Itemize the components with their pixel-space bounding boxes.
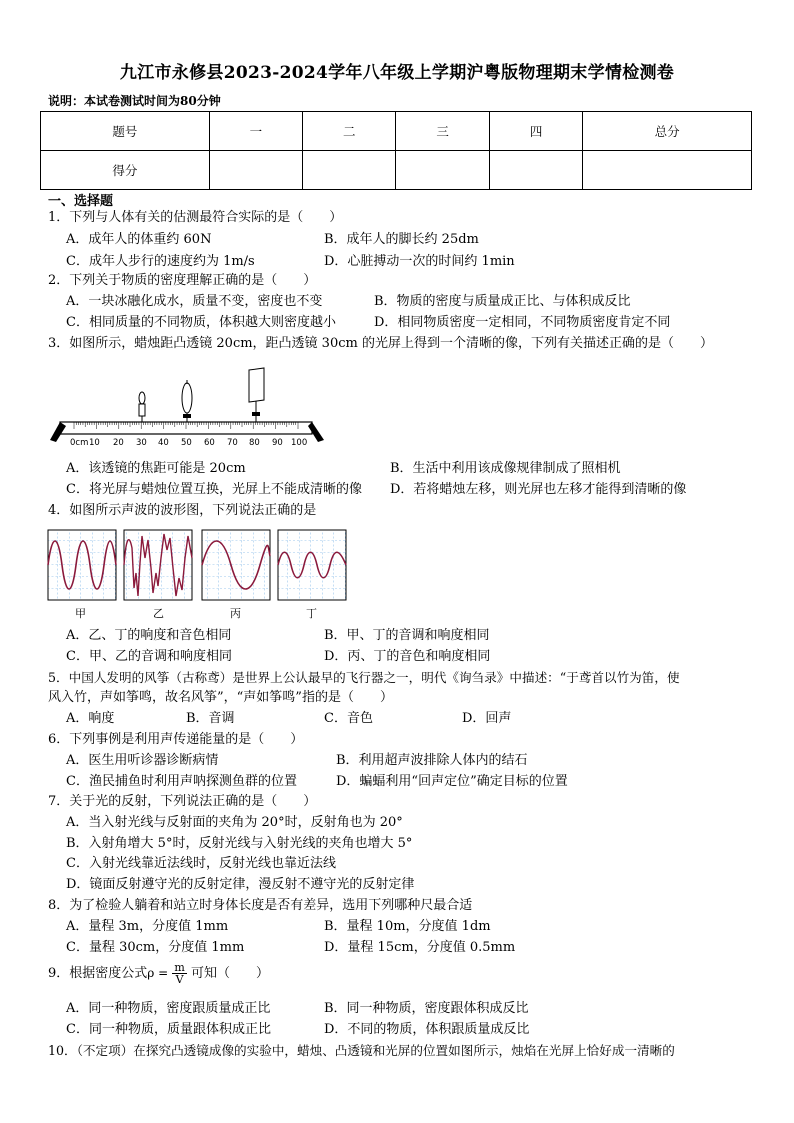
score-table xyxy=(40,111,752,190)
score-table-header-row xyxy=(41,112,752,151)
exam-note: 说明：本试卷测试时间为80分钟 xyxy=(48,94,221,108)
fraction-numerator: m xyxy=(174,961,185,974)
ruler-label: 40 xyxy=(158,438,169,446)
q8-option-b: B．量程 10m，分度值 1dm xyxy=(324,919,491,934)
score-cell[interactable] xyxy=(583,151,752,190)
q6-option-a: A．医生用听诊器诊断病情 xyxy=(66,753,219,768)
q9-option-a: A．同一种物质，密度跟质量成正比 xyxy=(66,1001,271,1016)
waveform-yi xyxy=(124,530,192,600)
q10-stem: 10．（不定项）在探究凸透镜成像的实验中，蜡烛、凸透镜和光屏的位置如图所示，烛焰在光屏上恰好成一清晰的 xyxy=(48,1043,675,1058)
q1-option-b: B．成年人的脚长约 25dm xyxy=(324,232,479,247)
score-table-score-row xyxy=(41,151,752,190)
q4-stem: 4．如图所示声波的波形图，下列说法正确的是 xyxy=(48,503,317,518)
waveform-label: 乙 xyxy=(153,607,164,620)
waveform-ding xyxy=(278,530,346,600)
q4-option-b: B．甲、丁的音调和响度相同 xyxy=(324,628,490,643)
candle-icon xyxy=(139,392,145,422)
q7-option-a: A．当入射光线与反射面的夹角为 20°时，反射角也为 20° xyxy=(66,815,403,830)
q5-option-b: B．音调 xyxy=(186,711,235,726)
q6-option-b: B．利用超声波排除人体内的结石 xyxy=(336,753,528,768)
q3-option-c: C．将光屏与蜡烛位置互换，光屏上不能成清晰的像 xyxy=(66,482,362,497)
q2-option-b: B．物质的密度与质量成正比、与体积成反比 xyxy=(374,294,631,309)
header-cell: 三 xyxy=(396,112,489,151)
ruler-label: 60 xyxy=(204,438,215,446)
q9-stem-pre: 9．根据密度公式 xyxy=(48,966,148,981)
header-cell: 题号 xyxy=(41,112,210,151)
waveform-label: 丙 xyxy=(230,607,241,620)
q3-option-a: A．该透镜的焦距可能是 20cm xyxy=(66,461,246,476)
q1-option-d: D．心脏搏动一次的时间约 1min xyxy=(324,254,515,269)
waveform-label: 甲 xyxy=(75,607,86,620)
score-cell[interactable] xyxy=(489,151,582,190)
ruler-label: 90 xyxy=(272,438,283,446)
exam-title: 九江市永修县2023-2024学年八年级上学期沪粤版物理期末学情检测卷 xyxy=(119,63,675,83)
ruler-label: 70 xyxy=(227,438,238,446)
score-cell[interactable] xyxy=(209,151,302,190)
section-heading: 一、选择题 xyxy=(48,194,114,209)
q1-option-a: A．成年人的体重约 60N xyxy=(66,232,212,247)
q8-option-d: D．量程 15cm，分度值 0.5mm xyxy=(324,940,516,955)
header-cell: 二 xyxy=(303,112,396,151)
q2-option-c: C．相同质量的不同物质，体积越大则密度越小 xyxy=(66,315,336,330)
q4-option-c: C．甲、乙的音调和响度相同 xyxy=(66,649,232,664)
q7-option-b: B．入射角增大 5°时，反射光线与入射光线的夹角也增大 5° xyxy=(66,836,413,851)
q3-option-d: D．若将蜡烛左移，则光屏也左移才能得到清晰的像 xyxy=(390,482,687,497)
header-cell: 一 xyxy=(209,112,302,151)
q5-option-d: D．回声 xyxy=(462,711,512,726)
ruler-label: 100 xyxy=(291,438,308,446)
ruler-label: 20 xyxy=(113,438,124,446)
fraction-denominator: V xyxy=(175,973,184,986)
q4-option-d: D．丙、丁的音色和响度相同 xyxy=(324,649,491,664)
ruler-label: 10 xyxy=(89,438,100,446)
waveform-figures xyxy=(46,528,348,604)
q1-option-c: C．成年人步行的速度约为 1m/s xyxy=(66,254,255,269)
optical-bench-figure xyxy=(46,364,328,446)
convex-lens-icon xyxy=(182,380,192,422)
q5-option-c: C．音色 xyxy=(324,711,373,726)
waveform-jia xyxy=(48,530,116,600)
q2-option-a: A．一块冰融化成水，质量不变，密度也不变 xyxy=(66,294,323,309)
density-formula-fraction xyxy=(172,962,186,985)
q1-stem: 1．下列与人体有关的估测最符合实际的是（ ） xyxy=(48,210,343,225)
q3-stem: 3．如图所示，蜡烛距凸透镜 20cm，距凸透镜 30cm 的光屏上得到一个清晰的像，下列有关描述正确的是（ ） xyxy=(48,336,713,351)
q7-option-c: C．入射光线靠近法线时，反射光线也靠近法线 xyxy=(66,856,336,871)
ruler-label: 30 xyxy=(136,438,147,446)
q7-option-d: D．镜面反射遵守光的反射定律，漫反射不遵守光的反射定律 xyxy=(66,877,415,892)
q5-option-a: A．响度 xyxy=(66,711,115,726)
ruler-label: 80 xyxy=(249,438,260,446)
q9-stem-post: 可知（ ） xyxy=(190,966,269,981)
waveform-bing xyxy=(202,530,270,600)
q9-option-c: C．同一种物质，质量跟体积成正比 xyxy=(66,1022,271,1037)
q8-option-a: A．量程 3m，分度值 1mm xyxy=(66,919,229,934)
ruler-label: 0cm xyxy=(70,438,89,446)
q7-stem: 7．关于光的反射，下列说法正确的是（ ） xyxy=(48,794,317,809)
q8-option-c: C．量程 30cm，分度值 1mm xyxy=(66,940,245,955)
q6-option-d: D．蝙蝠利用“回声定位”确定目标的位置 xyxy=(336,774,568,789)
density-symbol: ρ = xyxy=(147,966,169,980)
ruler-label: 50 xyxy=(181,438,192,446)
light-screen-icon xyxy=(249,368,264,422)
q2-stem: 2．下列关于物质的密度理解正确的是（ ） xyxy=(48,273,317,288)
q4-option-a: A．乙、丁的响度和音色相同 xyxy=(66,628,232,643)
q9-option-d: D．不同的物质，体积跟质量成反比 xyxy=(324,1022,530,1037)
header-cell: 四 xyxy=(489,112,582,151)
header-cell: 总分 xyxy=(583,112,752,151)
waveform-label: 丁 xyxy=(306,607,317,620)
q5-stem-line1: 5．中国人发明的风筝（古称鸢）是世界上公认最早的飞行器之一，明代《询刍录》中描述：“于鸢首以竹为笛，使 xyxy=(48,670,680,685)
q9-stem xyxy=(48,962,269,985)
q6-option-c: C．渔民捕鱼时利用声呐探测鱼群的位置 xyxy=(66,774,297,789)
score-cell[interactable] xyxy=(303,151,396,190)
q2-option-d: D．相同物质密度一定相同，不同物质密度肯定不同 xyxy=(374,315,671,330)
q5-stem-line2: 风入竹，声如筝鸣，故名风筝”，“声如筝鸣”指的是（ ） xyxy=(48,690,393,705)
score-cell[interactable] xyxy=(396,151,489,190)
row-label-cell: 得分 xyxy=(41,151,210,190)
q9-option-b: B．同一种物质，密度跟体积成反比 xyxy=(324,1001,529,1016)
q3-option-b: B．生活中利用该成像规律制成了照相机 xyxy=(390,461,621,476)
q6-stem: 6．下列事例是利用声传递能量的是（ ） xyxy=(48,732,304,747)
q8-stem: 8．为了检验人躺着和站立时身体长度是否有差异，选用下列哪种尺最合适 xyxy=(48,898,473,913)
